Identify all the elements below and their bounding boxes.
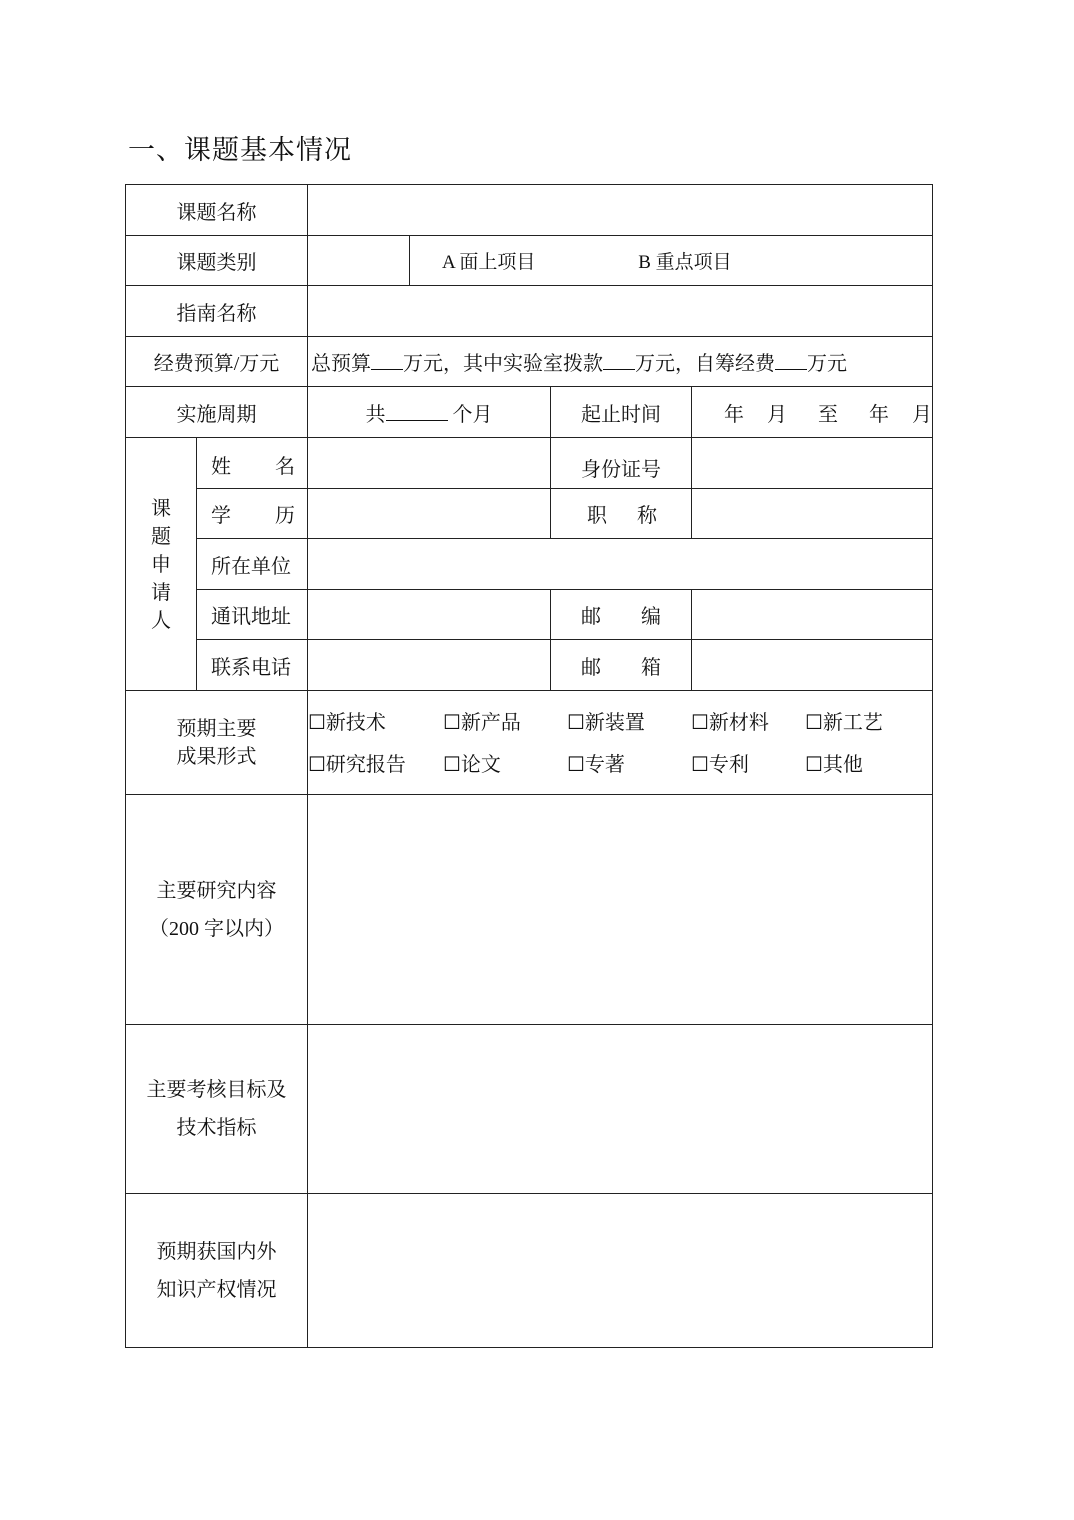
start-end-label: 起止时间 <box>551 387 692 438</box>
row-budget <box>126 337 933 387</box>
id-number-field[interactable] <box>692 438 933 489</box>
applicant-group-char: 请 <box>151 582 171 604</box>
research-field[interactable] <box>308 795 933 1025</box>
row-targets <box>126 1025 933 1194</box>
period-total-field <box>308 387 551 438</box>
outcomes-label <box>126 691 308 795</box>
period-total-suffix: 个月 <box>452 403 493 426</box>
row-applicant-unit <box>126 539 933 590</box>
row-period <box>126 387 933 438</box>
topic-type-label: 课题类别 <box>126 236 308 286</box>
name-label-char: 名 <box>275 456 295 478</box>
topic-type-option-b[interactable]: B 重点项目 <box>638 252 732 273</box>
applicant-group-char: 人 <box>151 610 171 632</box>
outcome-checkbox[interactable]: ☐专著 <box>567 753 625 776</box>
row-applicant-name <box>126 438 933 489</box>
outcome-checkbox[interactable]: ☐专利 <box>691 753 749 776</box>
phone-field[interactable] <box>308 640 551 691</box>
start-year-label: 年 <box>724 403 744 426</box>
outcomes-label-line1: 预期主要 <box>176 717 257 740</box>
targets-label <box>126 1025 308 1194</box>
research-label <box>126 795 308 1025</box>
outcome-checkbox[interactable]: ☐新工艺 <box>805 711 883 734</box>
job-title-field[interactable] <box>692 489 933 539</box>
budget-text-self: 万元，自筹经费 <box>635 353 775 375</box>
date-to-label: 至 <box>818 403 838 426</box>
education-label <box>197 489 308 539</box>
ip-field[interactable] <box>308 1194 933 1348</box>
outcome-checkbox[interactable]: ☐研究报告 <box>308 753 406 776</box>
email-field[interactable] <box>692 640 933 691</box>
applicant-group-char: 申 <box>151 554 171 576</box>
start-month-label: 月 <box>767 403 787 426</box>
period-months-blank[interactable] <box>386 402 448 421</box>
targets-label-line1: 主要考核目标及 <box>146 1079 287 1101</box>
outcome-checkbox[interactable]: ☐论文 <box>443 753 501 776</box>
row-ip <box>126 1194 933 1348</box>
budget-text-unit: 万元 <box>807 353 847 375</box>
outcomes-label-line2: 成果形式 <box>176 745 257 768</box>
row-topic-name <box>126 185 933 236</box>
outcome-checkbox[interactable]: ☐新装置 <box>567 711 645 734</box>
end-year-label: 年 <box>869 403 889 426</box>
row-research <box>126 795 933 1025</box>
targets-field[interactable] <box>308 1025 933 1194</box>
period-total-prefix: 共 <box>365 403 386 426</box>
row-topic-type <box>126 236 933 286</box>
postcode-label-char: 邮 <box>581 606 601 628</box>
end-month-label: 月 <box>912 403 932 426</box>
budget-text-total: 总预算 <box>311 353 371 375</box>
outcome-checkbox[interactable]: ☐新材料 <box>691 711 769 734</box>
applicant-group-char: 课 <box>151 498 171 520</box>
topic-info-table <box>125 184 933 1348</box>
postcode-field[interactable] <box>692 590 933 640</box>
targets-label-line2: 技术指标 <box>176 1117 257 1139</box>
outcomes-row-2 <box>308 741 932 783</box>
job-title-label <box>551 489 692 539</box>
guide-name-label: 指南名称 <box>126 286 308 337</box>
address-label: 通讯地址 <box>197 590 308 640</box>
email-label <box>551 640 692 691</box>
guide-name-field[interactable] <box>308 286 933 337</box>
job-title-label-char: 称 <box>637 505 657 527</box>
topic-type-field[interactable] <box>308 236 410 286</box>
ip-label-line1: 预期获国内外 <box>156 1240 277 1263</box>
phone-label: 联系电话 <box>197 640 308 691</box>
budget-text-lab: 万元，其中实验室拨款 <box>403 353 603 375</box>
ip-label <box>126 1194 308 1348</box>
outcomes-options <box>308 691 933 795</box>
postcode-label <box>551 590 692 640</box>
budget-self-blank[interactable] <box>775 351 807 370</box>
outcome-checkbox[interactable]: ☐新技术 <box>308 711 386 734</box>
topic-type-option-a[interactable]: A 面上项目 <box>442 252 536 273</box>
budget-field <box>308 337 933 387</box>
row-guide-name <box>126 286 933 337</box>
address-field[interactable] <box>308 590 551 640</box>
topic-type-options <box>410 236 933 286</box>
research-label-line2: （200 字以内） <box>149 917 284 940</box>
outcome-checkbox[interactable]: ☐新产品 <box>443 711 521 734</box>
name-label <box>197 438 308 489</box>
outcome-checkbox[interactable]: ☐其他 <box>805 753 863 776</box>
budget-total-blank[interactable] <box>371 351 403 370</box>
period-label: 实施周期 <box>126 387 308 438</box>
email-label-char: 箱 <box>641 656 661 679</box>
education-label-char: 历 <box>275 505 295 527</box>
name-field[interactable] <box>308 438 551 489</box>
outcomes-row-1 <box>308 699 932 741</box>
row-applicant-education <box>126 489 933 539</box>
id-number-label: 身份证号 <box>551 438 692 489</box>
unit-field[interactable] <box>308 539 933 590</box>
email-label-char: 邮 <box>581 656 601 679</box>
topic-name-field[interactable] <box>308 185 933 236</box>
unit-label: 所在单位 <box>197 539 308 590</box>
budget-lab-blank[interactable] <box>603 351 635 370</box>
education-label-char: 学 <box>211 505 231 527</box>
topic-name-label: 课题名称 <box>126 185 308 236</box>
research-label-line1: 主要研究内容 <box>156 879 277 902</box>
postcode-label-char: 编 <box>641 606 661 628</box>
page-title: 一、课题基本情况 <box>128 135 352 166</box>
start-end-field[interactable] <box>692 387 933 438</box>
row-applicant-address <box>126 590 933 640</box>
name-label-char: 姓 <box>211 456 231 478</box>
job-title-label-char: 职 <box>587 505 607 527</box>
ip-label-line2: 知识产权情况 <box>156 1278 277 1301</box>
budget-label: 经费预算/万元 <box>126 337 308 387</box>
applicant-group-char: 题 <box>151 526 171 548</box>
row-outcomes <box>126 691 933 795</box>
education-field[interactable] <box>308 489 551 539</box>
applicant-group-label <box>126 438 197 691</box>
row-applicant-phone <box>126 640 933 691</box>
